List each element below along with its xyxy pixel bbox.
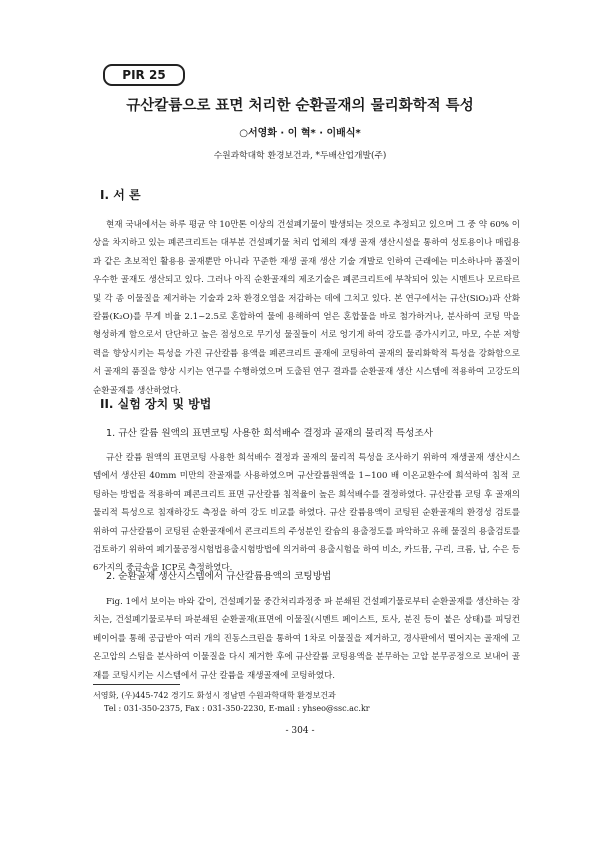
footnote-address: 서영화, (우)445-742 경기도 화성시 정남면 수원과학대학 환경보건과 xyxy=(93,691,336,700)
session-tag: PIR 25 xyxy=(103,64,185,86)
section-heading-intro: I. 서 론 xyxy=(100,188,141,202)
page-number: - 304 - xyxy=(285,726,315,736)
footnote-rule xyxy=(93,684,180,685)
paper-title: 규산칼륨으로 표면 처리한 순환골재의 물리화학적 특성 xyxy=(126,98,474,114)
intro-paragraph: 현재 국내에서는 하루 평균 약 10만톤 이상의 건설폐기물이 발생되는 것으로 추정되고 있으며 그 중 약 60% 이상을 차지하고 있는 폐콘크리트는 대부분 건설폐기물 처리 업체의 재생 골재 생산시설을 통하여 성토용이나 매립용과 같은 초보적인 활용용 골재뿐만 아니라 꾸준한 재생 골재 생산 기술 개발로 인하여 근래에는 미소하나마 품질이 우수한 골재도 생산되고 있다. 그러나 아직 순환골재의 제조기술은 폐콘크리트에 부착되어 있는 시멘트나 모르타르 및 각 종 이물질을 제거하는 기술과 2차 환경오염을 저감하는 데에 그치고 있다. 본 연구에서는 규산(SiO₂)과 산화칼륨(K₂O)를 무게 비율 2.1~2.5로 혼합하여 물에 용해하여 얻은 혼합물을 바로 첨가하거나, 분사하여 코팅 막을 형성하게 함으로서 단단하고 높은 점성으로 무기성 물질들이 서로 엉기게 하여 강도를 증가시키고, 마모, 수분 저항력을 향상시키는 특성을 가진 규산칼륨 용액을 폐콘크리트 골재에 코팅하여 골재의 물리화학적 특성을 강화함으로서 골재의 품질을 향상 시키는 연구를 수행하였으며 도출된 연구 결과를 순환골재 생산 시스템에 적용하여 고강도의 순환골재를 생산하였다. xyxy=(93,220,520,396)
methods-paragraph-2: Fig. 1에서 보이는 바와 같이, 건설폐기물 중간처리과정중 파 분쇄된 건설폐기물로부터 순환골재를 생산하는 장치는, 건설폐기물로부터 파분쇄된 순환골재(표면에 이물질(시멘트 페이스트, 토사, 분진 등이 붙은 상태)를 피딩컨베이어를 통해 공급받아 여러 개의 진동스크린을 통하여 1차로 이물질을 제거하고, 경사판에서 떨어지는 골재에 고온고압의 스팀을 분사하여 이물질을 다시 제거한 후에 규산칼륨 코팅용액을 분무하는 고압 분무공정으로 보내어 골재를 코팅시키는 시스템에서 규산 칼륨을 재생골재에 코팅하였다. xyxy=(93,597,520,681)
subsection-heading-2: 2. 순환골재 생산시스템에서 규산칼륨용액의 코팅방법 xyxy=(106,571,332,582)
footnote-contact: Tel : 031-350-2375, Fax : 031-350-2230, E-mail : yhseo@ssc.ac.kr xyxy=(104,704,370,713)
author-list: ○서영화 · 이 혁* · 이배식* xyxy=(239,128,361,139)
section-heading-methods: II. 실험 장치 및 방법 xyxy=(100,397,212,411)
methods-paragraph-1: 규산 칼륨 원액의 표면코팅 사용한 희석배수 결정과 골재의 물리적 특성을 조사하기 위하여 재생골재 생산시스템에서 생산된 40mm 미만의 잔골재를 사용하였으며 규산칼륨원액을 1~100 배 이온교환수에 희석하여 침적 코팅하는 방법을 적용하여 폐콘크리트 표면 규산칼륨 침적율이 높은 희석배수를 결정하였다. 규산칼륨 코팅 후 골재의 물리적 특성으로 침재하강도 측정을 하여 강도 비교를 하였다. 규산 칼륨용액이 코팅된 순환골재의 환경성 검토를 위하여 규산칼륨이 코팅된 순환골재에서 콘크리트의 주성분인 칼슘의 용출정도를 파악하고 유해 물질의 용출검토를 검토하기 위하여 폐기물공정시험법용출시험방법에 의거하여 용출시험을 하여 비소, 카드뮴, 구리, 크롬, 납, 수은 등 6가지의 중금속을 ICP로 측정하였다. xyxy=(93,453,520,574)
subsection-heading-1: 1. 규산 칼륨 원액의 표면코팅 사용한 희석배수 결정과 골재의 물리적 특성조사 xyxy=(106,428,433,439)
affiliation: 수원과학대학 환경보건과, *두배산업개발(주) xyxy=(213,151,387,161)
